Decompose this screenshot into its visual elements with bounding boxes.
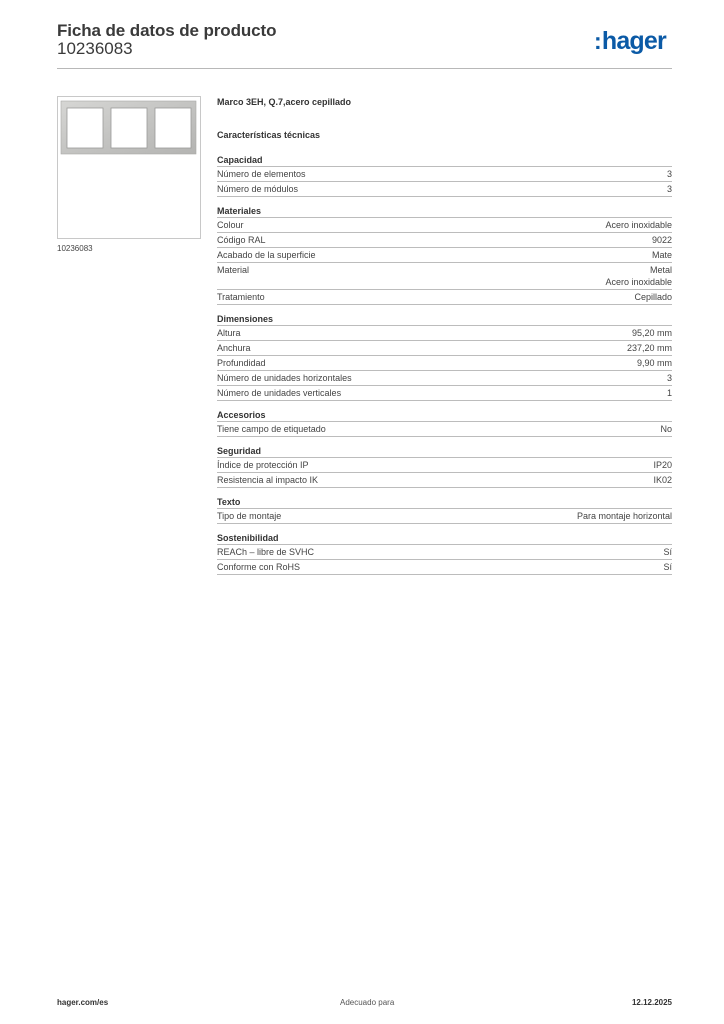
spec-value: 3 — [666, 184, 672, 194]
spec-label: Número de módulos — [217, 184, 299, 194]
spec-row — [217, 472, 672, 488]
spec-rows — [217, 166, 672, 197]
spec-label: Anchura — [217, 343, 251, 353]
spec-value: Acero inoxidable — [605, 220, 672, 230]
spec-value: IP20 — [653, 460, 672, 470]
hager-logo — [594, 27, 666, 55]
spec-row — [217, 247, 672, 262]
spec-row — [217, 340, 672, 355]
logo-text: hager — [601, 27, 666, 55]
spec-rows — [217, 421, 672, 437]
spec-row — [217, 166, 672, 181]
spec-sections — [217, 154, 672, 575]
spec-row — [217, 325, 672, 340]
page-title: Ficha de datos de producto — [57, 21, 277, 40]
spec-row — [217, 355, 672, 370]
spec-value: Para montaje horizontal — [576, 511, 672, 521]
spec-label: Código RAL — [217, 235, 266, 245]
spec-value: Metal Acero inoxidable — [605, 265, 672, 287]
spec-row — [217, 457, 672, 472]
spec-label: Tiene campo de etiquetado — [217, 424, 326, 434]
spec-label: Número de elementos — [217, 169, 306, 179]
logo-colon-icon: : — [594, 28, 601, 54]
spec-value: 1 — [666, 388, 672, 398]
section-title: Dimensiones — [217, 314, 274, 324]
spec-value: Mate — [651, 250, 672, 260]
spec-label: Conforme con RoHS — [217, 562, 301, 572]
spec-value: 95,20 mm — [631, 328, 672, 338]
spec-section — [217, 154, 672, 197]
spec-label: Número de unidades horizontales — [217, 373, 352, 383]
spec-section — [217, 445, 672, 488]
spec-value: 3 — [666, 169, 672, 179]
spec-rows — [217, 325, 672, 401]
header-divider — [57, 68, 672, 69]
spec-label: Material — [217, 265, 250, 275]
product-image — [57, 96, 201, 239]
spec-section — [217, 532, 672, 575]
spec-value: 237,20 mm — [626, 343, 672, 353]
spec-row — [217, 370, 672, 385]
spec-label: Resistencia al impacto IK — [217, 475, 319, 485]
spec-row — [217, 181, 672, 197]
image-caption: 10236083 — [57, 244, 93, 253]
section-title: Texto — [217, 497, 241, 507]
spec-label: Índice de protección IP — [217, 460, 309, 470]
spec-row — [217, 559, 672, 575]
spec-section — [217, 205, 672, 305]
frame-picture-icon — [58, 97, 200, 238]
footer-website: hager.com/es — [57, 998, 109, 1007]
spec-value: 9,90 mm — [636, 358, 672, 368]
spec-section — [217, 409, 672, 437]
spec-row — [217, 421, 672, 437]
spec-label: Número de unidades verticales — [217, 388, 342, 398]
spec-label: REACh – libre de SVHC — [217, 547, 315, 557]
spec-label: Profundidad — [217, 358, 266, 368]
spec-value: 9022 — [651, 235, 672, 245]
spec-value: Sí — [663, 547, 672, 557]
spec-row — [217, 544, 672, 559]
spec-label: Colour — [217, 220, 244, 230]
section-title: Accesorios — [217, 410, 266, 420]
product-number: 10236083 — [57, 39, 133, 58]
spec-value: Cepillado — [634, 292, 672, 302]
spec-row — [217, 232, 672, 247]
spec-row — [217, 385, 672, 401]
footer-date: 12.12.2025 — [631, 998, 672, 1007]
section-title: Seguridad — [217, 446, 262, 456]
spec-rows — [217, 217, 672, 305]
spec-content — [217, 96, 672, 583]
section-title: Capacidad — [217, 155, 263, 165]
spec-section — [217, 496, 672, 524]
spec-value: 3 — [666, 373, 672, 383]
spec-label: Tratamiento — [217, 292, 265, 302]
spec-section — [217, 313, 672, 401]
spec-row — [217, 508, 672, 524]
spec-rows — [217, 508, 672, 524]
product-name: Marco 3EH, Q.7,acero cepillado — [217, 97, 352, 107]
footer-suitable-for: Adecuado para — [340, 998, 395, 1007]
spec-label: Acabado de la superficie — [217, 250, 316, 260]
spec-rows — [217, 457, 672, 488]
spec-row — [217, 289, 672, 305]
spec-row — [217, 217, 672, 232]
spec-row — [217, 262, 672, 289]
spec-label: Tipo de montaje — [217, 511, 282, 521]
spec-value: IK02 — [653, 475, 672, 485]
technical-characteristics-title: Características técnicas — [217, 130, 321, 140]
spec-label: Altura — [217, 328, 241, 338]
section-title: Materiales — [217, 206, 262, 216]
spec-value: No — [660, 424, 672, 434]
spec-value: Sí — [663, 562, 672, 572]
section-title: Sostenibilidad — [217, 533, 279, 543]
spec-rows — [217, 544, 672, 575]
